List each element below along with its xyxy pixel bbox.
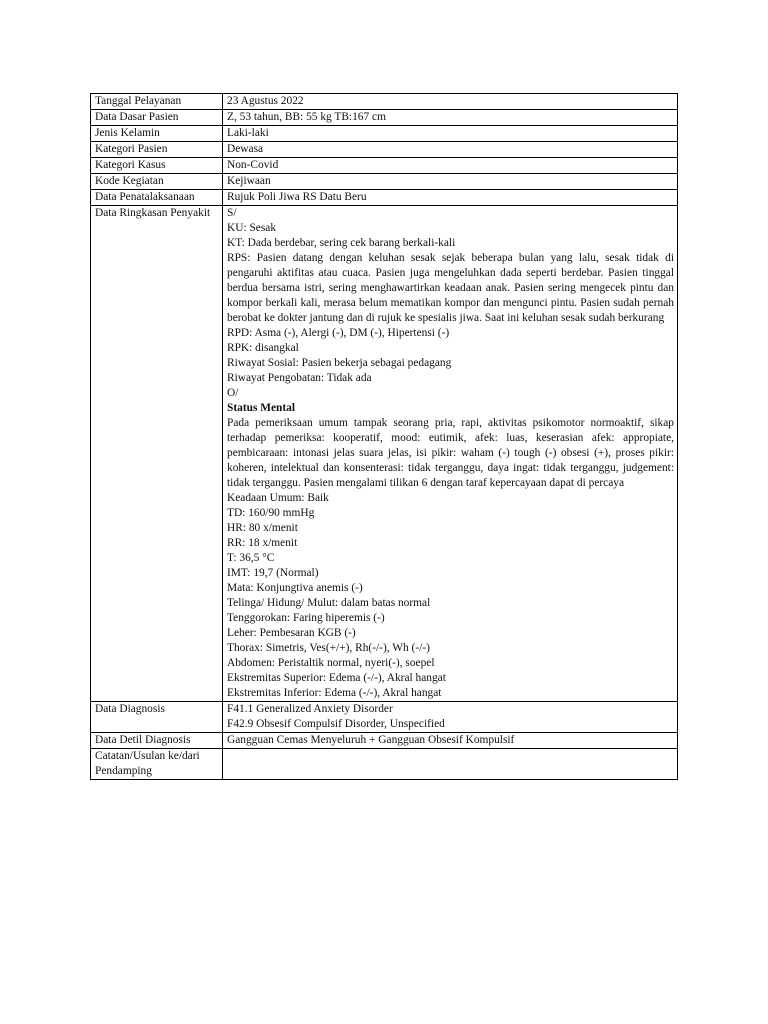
table-row [91, 126, 678, 142]
row-value [223, 749, 678, 780]
row-label: Jenis Kelamin [91, 126, 223, 142]
row-label: Data Penatalaksanaan [91, 190, 223, 206]
riwayat-penyakit-dahulu: RPD: Asma (-), Alergi (-), DM (-), Hipertensi (-) [227, 327, 450, 339]
exam-line: Telinga/ Hidung/ Mulut: dalam batas normal [227, 597, 431, 609]
exam-line: Abdomen: Peristaltik normal, nyeri(-), soepel [227, 657, 435, 669]
exam-line: Mata: Konjungtiva anemis (-) [227, 582, 363, 594]
exam-line: HR: 80 x/menit [227, 522, 298, 534]
row-label: Data Ringkasan Penyakit [91, 206, 223, 702]
exam-line: IMT: 19,7 (Normal) [227, 567, 319, 579]
row-value: Laki-laki [223, 126, 678, 142]
diagnosis-cell [223, 702, 678, 733]
row-value: Dewasa [223, 142, 678, 158]
table-row [91, 190, 678, 206]
riwayat-penyakit-keluarga: RPK: disangkal [227, 342, 299, 354]
riwayat-sosial: Riwayat Sosial: Pasien bekerja sebagai pedagang [227, 357, 452, 369]
exam-line: Ekstremitas Superior: Edema (-/-), Akral hangat [227, 672, 446, 684]
row-value: Z, 53 tahun, BB: 55 kg TB:167 cm [223, 110, 678, 126]
row-label: Data Diagnosis [91, 702, 223, 733]
keluhan-tambahan: KT: Dada berdebar, sering cek barang berkali-kali [227, 237, 456, 249]
exam-line: RR: 18 x/menit [227, 537, 298, 549]
exam-line: Thorax: Simetris, Ves(+/+), Rh(-/-), Wh (-/-) [227, 642, 430, 654]
table-row-diagnosis [91, 702, 678, 733]
row-value: Kejiwaan [223, 174, 678, 190]
row-label: Tanggal Pelayanan [91, 94, 223, 110]
diagnosis-line: F41.1 Generalized Anxiety Disorder [227, 703, 393, 715]
status-mental-text: Pada pemeriksaan umum tampak seorang pria, rapi, aktivitas psikomotor normoaktif, sikap terhadap pemeriksa: kooperatif, mood: eutimik, afek: luas, keserasian afek: appropiate, pembicaraan: intonasi jelas suara jelas, isi pikir: waham (-) tough (-) obsesi (+), proses pikir: koheren, intelektual dan konsenterasi: tidak terganggu, daya ingat: tidak terganggu, judgement: tidak terganggu. Pasien mengalami tilikan 6 dengan taraf kepercayaan dapat di percaya [227, 417, 674, 489]
exam-line: Keadaan Umum: Baik [227, 492, 329, 504]
riwayat-penyakit-sekarang: RPS: Pasien datang dengan keluhan sesak sejak beberapa bulan yang lalu, sesak tidak di pengaruhi aktifitas atau cuaca. Pasien juga mengeluhkan dada seperti berdebar. Pasien tinggal berdua bersama istri, sering menghawartirkan keadaan anak. Pasien sering mengecek pintu dan kompor berkali kali, merasa belum mematikan kompor dan mengunci pintu. Pasien sudah pernah berobat ke dokter jantung dan di rujuk ke spesialis jiwa. Saat ini keluhan sesak sudah berkurang [227, 252, 674, 324]
keluhan-utama: KU: Sesak [227, 222, 277, 234]
exam-line: Tenggorokan: Faring hiperemis (-) [227, 612, 385, 624]
exam-line: TD: 160/90 mmHg [227, 507, 315, 519]
exam-line: Ekstremitas Inferior: Edema (-/-), Akral hangat [227, 687, 442, 699]
diagnosis-line: F42.9 Obsesif Compulsif Disorder, Unspecified [227, 718, 445, 730]
row-label: Data Dasar Pasien [91, 110, 223, 126]
status-mental-heading: Status Mental [227, 402, 296, 414]
table-row [91, 94, 678, 110]
patient-report-table [90, 93, 678, 780]
table-row-catatan [91, 749, 678, 780]
row-label: Kategori Pasien [91, 142, 223, 158]
ringkasan-cell [223, 206, 678, 702]
row-label: Kategori Kasus [91, 158, 223, 174]
table-row [91, 142, 678, 158]
table-row [91, 158, 678, 174]
row-label: Catatan/Usulan ke/dari Pendamping [91, 749, 223, 780]
table-row-detil [91, 733, 678, 749]
riwayat-pengobatan: Riwayat Pengobatan: Tidak ada [227, 372, 372, 384]
objective-marker: O/ [227, 387, 239, 399]
exam-line: T: 36,5 °C [227, 552, 275, 564]
subjective-marker: S/ [227, 207, 237, 219]
table-row-ringkasan [91, 206, 678, 702]
table-row [91, 110, 678, 126]
row-value: Gangguan Cemas Menyeluruh + Gangguan Obsesif Kompulsif [223, 733, 678, 749]
row-value: 23 Agustus 2022 [223, 94, 678, 110]
table-row [91, 174, 678, 190]
row-value: Non-Covid [223, 158, 678, 174]
exam-line: Leher: Pembesaran KGB (-) [227, 627, 356, 639]
row-label: Kode Kegiatan [91, 174, 223, 190]
row-value: Rujuk Poli Jiwa RS Datu Beru [223, 190, 678, 206]
row-label: Data Detil Diagnosis [91, 733, 223, 749]
